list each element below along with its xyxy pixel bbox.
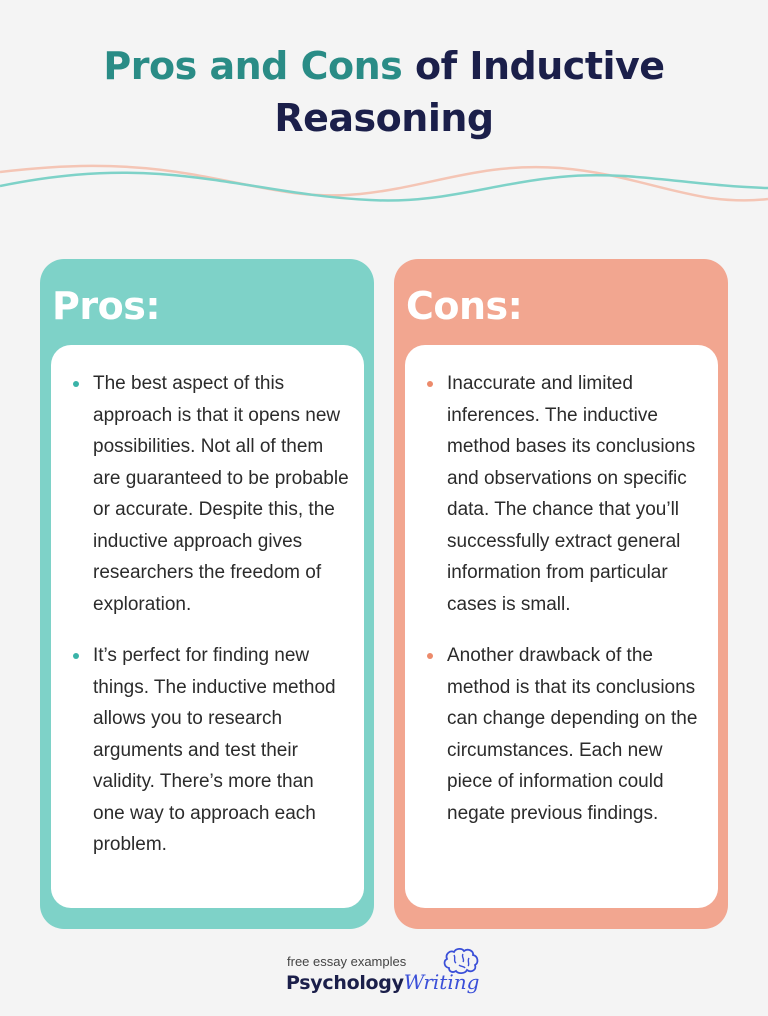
cons-heading: Cons:	[406, 284, 523, 328]
bullet-dot-icon	[73, 653, 79, 659]
cons-body	[405, 345, 718, 908]
footer-tagline: free essay examples	[287, 954, 407, 969]
list-item: Another drawback of the method is that its conclusions can change depending on the circumstances. Each new piece of information could negate previous findings.	[425, 640, 704, 829]
title-accent: Pros and Cons	[103, 44, 403, 88]
pros-body	[51, 345, 364, 908]
pros-card	[40, 259, 374, 929]
wave-lines-icon	[0, 160, 768, 230]
cons-card	[394, 259, 728, 929]
list-item: It’s perfect for finding new things. The inductive method allows you to research arguments and test their validity. There’s more than one way to approach each problem.	[71, 640, 350, 861]
brain-icon	[441, 946, 481, 976]
page-title	[0, 40, 768, 144]
title-rest: of Inductive Reasoning	[274, 44, 665, 140]
cons-list	[425, 368, 704, 829]
list-item: The best aspect of this approach is that it opens new possibilities. Not all of them are guaranteed to be probable or accurate. Despite this, the inductive approach gives researchers the freedom of exploration.	[71, 368, 350, 620]
bullet-dot-icon	[427, 381, 433, 387]
pros-heading: Pros:	[52, 284, 161, 328]
bullet-dot-icon	[73, 381, 79, 387]
footer	[0, 950, 768, 1000]
pros-list	[71, 368, 350, 861]
brand-primary: Psychology	[286, 972, 404, 994]
bullet-dot-icon	[427, 653, 433, 659]
brand-secondary: Writing	[403, 970, 480, 994]
list-item: Inaccurate and limited inferences. The inductive method bases its conclusions and observations on specific data. The chance that you’ll successfully extract general information from particular cases is small.	[425, 368, 704, 620]
